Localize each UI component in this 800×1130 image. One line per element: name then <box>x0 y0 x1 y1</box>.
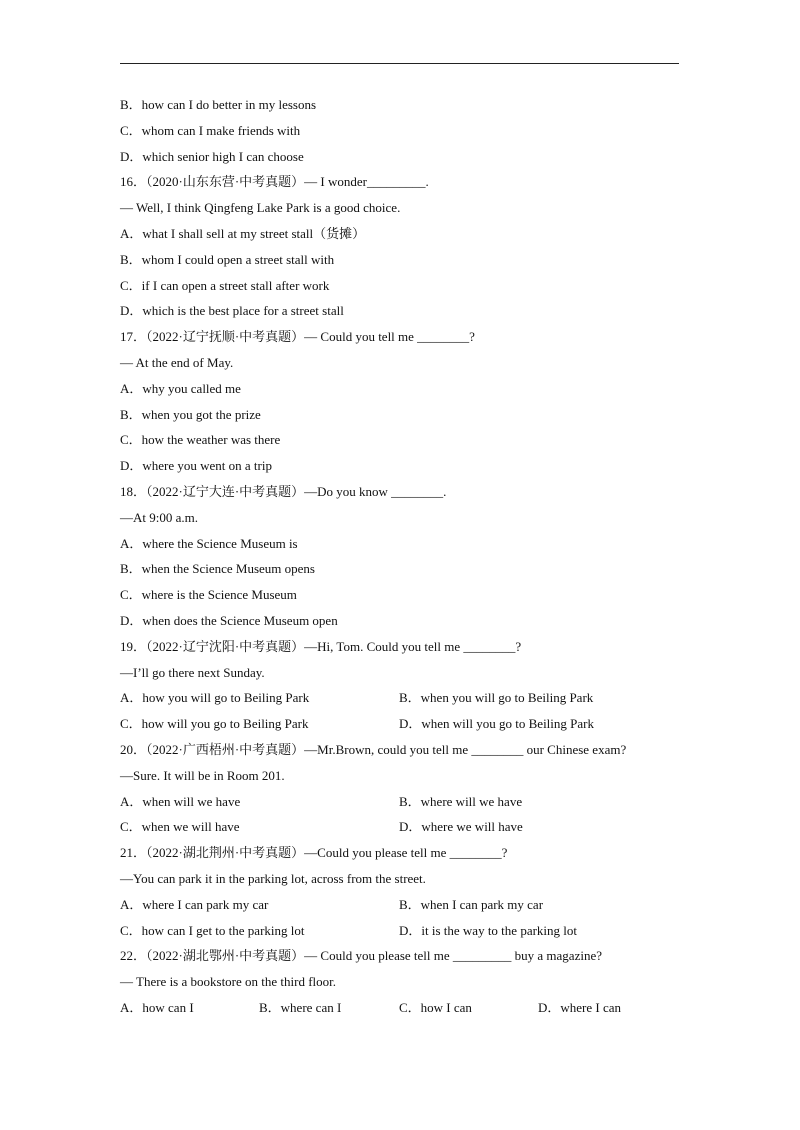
q17-option-d: D．where you went on a trip <box>120 458 272 474</box>
q16-option-c: C．if I can open a street stall after work <box>120 277 330 293</box>
option-b: B．how can I do better in my lessons <box>120 97 317 112</box>
q21-option-a: A．where I can park my car <box>120 896 269 912</box>
question-22-answer: — There is a bookstore on the third floor. <box>120 974 337 990</box>
q20-option-b: B．where will we have <box>399 793 523 809</box>
q16-option-a: A．what I shall sell at my street stall（货摊） <box>120 225 366 241</box>
q19-option-d: D．when will you go to Beiling Park <box>399 716 594 732</box>
question-21-answer: —You can park it in the parking lot, across from the street. <box>120 870 426 886</box>
question-22-stem: 22．（2022·湖北鄂州·中考真题）— Could you please tell me _________ buy a magazine? <box>120 948 603 964</box>
q21-option-c: C．how can I get to the parking lot <box>120 922 305 938</box>
question-17-stem: 17．（2022·辽宁抚顺·中考真题）— Could you tell me ________? <box>120 329 475 345</box>
question-17-answer: — At the end of May. <box>120 354 234 370</box>
q17-option-c: C．how the weather was there <box>120 432 281 448</box>
q22-option-d: D．where I can <box>538 999 622 1015</box>
q20-option-a: A．when will we have <box>120 793 241 809</box>
q22-option-c: C．how I can <box>399 999 472 1015</box>
option-c: C．whom can I make friends with <box>120 122 301 138</box>
q21-option-b: B．when I can park my car <box>399 896 544 912</box>
q22-option-a: A．how can I <box>120 999 194 1015</box>
question-18-stem: 18．（2022·辽宁大连·中考真题）—Do you know ________. <box>120 483 447 499</box>
q20-options-row-1 <box>120 789 690 815</box>
q16-option-b: B．whom I could open a street stall with <box>120 251 335 267</box>
q21-options-row-2 <box>120 918 690 944</box>
question-18-answer: —At 9:00 a.m. <box>120 509 198 525</box>
q17-option-b: B．when you got the prize <box>120 406 261 422</box>
question-20-stem: 20．（2022·广西梧州·中考真题）—Mr.Brown, could you tell me ________ our Chinese exam? <box>120 741 627 757</box>
question-16-stem: 16．（2020·山东东营·中考真题）— I wonder_________. <box>120 174 429 190</box>
q19-options-row-1 <box>120 685 690 711</box>
q18-option-b: B．when the Science Museum opens <box>120 561 315 577</box>
question-list <box>120 92 690 1021</box>
q20-option-c: C．when we will have <box>120 819 240 835</box>
q17-option-a: A．why you called me <box>120 380 241 396</box>
header-rule <box>120 63 679 64</box>
q20-options-row-2 <box>120 814 690 840</box>
q22-option-b: B．where can I <box>259 999 342 1015</box>
option-d: D．which senior high I can choose <box>120 148 304 164</box>
q19-option-a: A．how you will go to Beiling Park <box>120 690 310 706</box>
q21-option-d: D．it is the way to the parking lot <box>399 922 578 938</box>
question-19-answer: —I’ll go there next Sunday. <box>120 664 265 680</box>
q18-option-c: C．where is the Science Museum <box>120 587 297 603</box>
q19-option-b: B．when you will go to Beiling Park <box>399 690 594 706</box>
question-20-answer: —Sure. It will be in Room 201. <box>120 767 285 783</box>
question-16-answer: — Well, I think Qingfeng Lake Park is a good choice. <box>120 200 401 216</box>
q21-options-row-1 <box>120 892 690 918</box>
question-21-stem: 21．（2022·湖北荆州·中考真题）—Could you please tell me ________? <box>120 845 508 861</box>
q18-option-a: A．where the Science Museum is <box>120 535 298 551</box>
q16-option-d: D．which is the best place for a street stall <box>120 303 344 319</box>
question-19-stem: 19．（2022·辽宁沈阳·中考真题）—Hi, Tom. Could you tell me ________? <box>120 638 522 654</box>
q19-options-row-2 <box>120 711 690 737</box>
q18-option-d: D．when does the Science Museum open <box>120 612 338 628</box>
q20-option-d: D．where we will have <box>399 819 523 835</box>
q22-options-row <box>120 995 690 1021</box>
q19-option-c: C．how will you go to Beiling Park <box>120 716 309 732</box>
